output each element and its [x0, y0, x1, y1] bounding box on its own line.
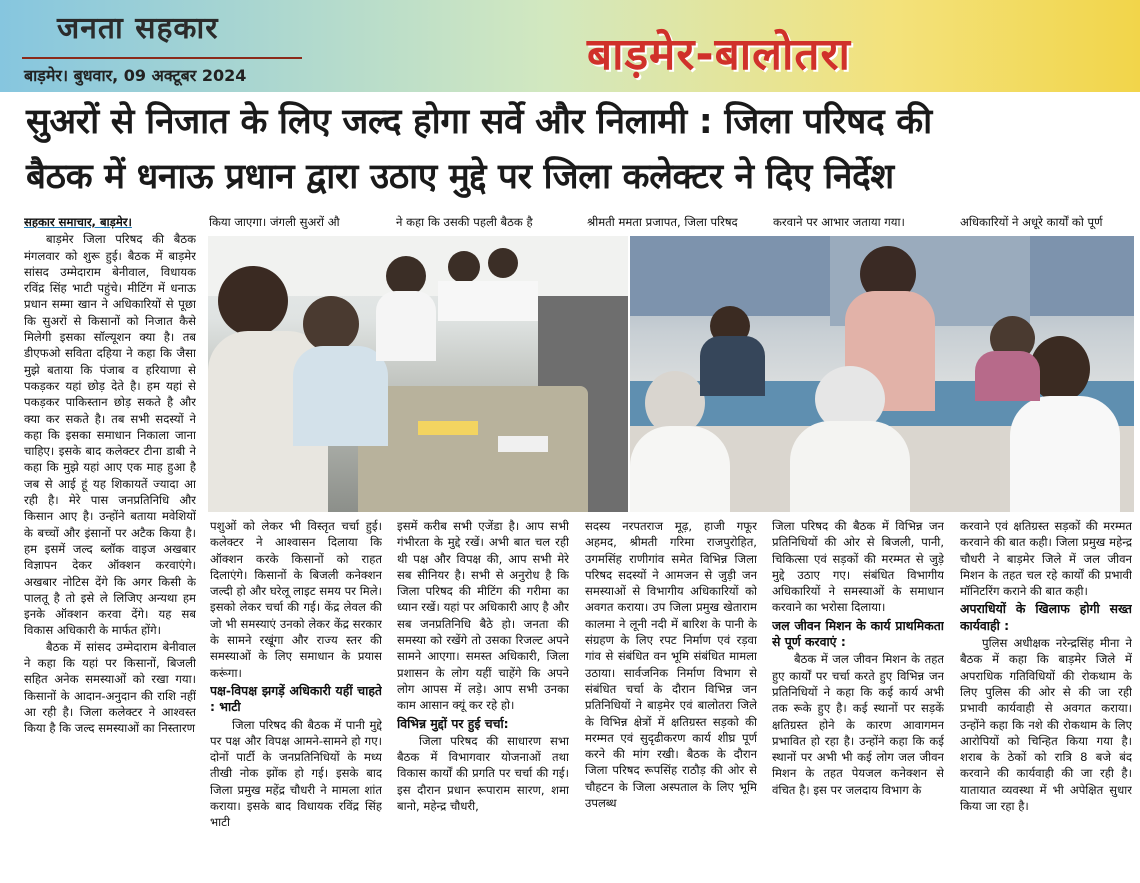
- column-2-subhead: पक्ष-विपक्ष झगड़ें अधिकारी यहीं चाहते : भाटी: [210, 682, 382, 715]
- meeting-photo-right: [630, 236, 1134, 512]
- byline: सहकार समाचार, बाड़मेर।: [24, 215, 132, 229]
- column-1: [24, 214, 196, 883]
- column-4-top: श्रीमती ममता प्रजापत, जिला परिषद: [587, 215, 738, 229]
- newspaper-brand: जनता सहकार: [57, 11, 219, 46]
- column-4-para-1: सदस्य नरपतराज मूढ़, हाजी गफूर अहमद, श्रीमती गरिमा राजपुरोहित, उगमसिंह राणीगांव समेत विभिन्न जिला परिषद सदस्यों ने आमजन से जुड़ी जन समस्याओं से विभागीय अधिकारियों को अवगत कराया। उप जिला प्रमुख खेताराम कालमा ने लूनी नदी में बारिश के पानी के संग्रहण के लिए रपट निर्माण एवं रड़वा गांव से संबंधित वन भूमि संबंधित मामला उठाया। सार्वजनिक निर्माण विभाग से संबंधित चर्चा के दौरान विभिन्न जन प्रतिनिधियों ने बाड़मेर एवं बालोतरा जिले के विभिन्न क्षेत्रों में क्षतिग्रस्त सड़को की मरम्मत एवं सुदृढीकरण कार्य शीघ्र पूर्ण करने की मांग रखी। बैठक के दौरान जिला परिषद रूपसिंह राठौड़ की ओर से चौहटन के जिला अस्पताल के लिए भूमि उपलब्ध: [585, 519, 757, 811]
- column-5-para-2: बैठक में जल जीवन मिशन के तहत हुए कार्यों पर चर्चा करते हुए विभिन्न जन प्रतिनिधियों ने कहा कि कई कार्य अभी तक रूके हुए है। कई स्थानों पर सड़कें क्षतिग्रस्त होने के कारण आवागमन प्रभावित हो रहा है। उन्होंने कहा कि कई स्थानों पर अभी भी कई लोग जल जीवन मिशन के तहत पेयजल कनेक्शन से वंचित है। इस पर जलदाय विभाग के: [772, 652, 944, 797]
- column-6-para-2: पुलिस अधीक्षक नरेन्द्रसिंह मीना ने बैठक में कहा कि बाड़मेर जिले में अपराधिक गतिविधियों की रोकथाम के लिए पुलिस की ओर से की जा रही प्रभावी कार्यवाही से अवगत कराया। उन्होंने कहा कि नशे की रोकथाम के लिए आरोपियों को चिन्हित किया गया है। शराब के ठेकों को रात्रि 8 बजे बंद करवाने की कार्यवाही की जा रही है। यातायात व्यवस्था में भी अपेक्षित सुधार किया जा रहा है।: [960, 636, 1132, 814]
- column-5-subhead: जल जीवन मिशन के कार्य प्राथमिकता से पूर्ण करवाएं :: [772, 617, 944, 650]
- dateline: बाड़मेर। बुधवार, 09 अक्टूबर 2024: [24, 66, 247, 85]
- column-1-para-1: बाड़मेर जिला परिषद की बैठक मंगलवार को शुरू हुई। बैठक में बाड़मेर सांसद उम्मेदाराम बेनीवाल, विधायक रविंद्र सिंह भाटी पहुंचे। मीटिंग में धनाऊ प्रधान सम्मा खान ने अधिकारियों से पूछा कि सुअरों से किसानों को निजात कैसे मिलेगी इसका सॉल्यूशन क्या है। तब डीएफओ सविता दहिया ने कहा कि जैसा मुझे बताया कि पंजाब व हरियाणा से पकड़कर यहां छोड़ देते है। हम यहां से पकड़कर पाकिस्तान छोड़ सकते है और क्या कर सकते है। तब सभी सदस्यों ने कहा कि इसका समाधान निकाला जाना चाहिए। इसके बाद कलेक्टर टीना डाबी ने कहा कि मुझे यहां आए एक माह हुआ है जब से आई हूं यह शिकायतें ज्यादा आ रही है। मेरे पास जनप्रतिनिधि और किसान आए है। उन्होंने बताया मवेशियों के बच्चों और इंसानों पर अटैक किया है। हम इसमें जल्द ब्लॉक वाइज अखबार विज्ञापन देकर ऑक्शन करवाएंगे। अखबार नोटिस देंगे कि अगर किसी के पालतू है तो इसे ले लिजिए अन्यथा हम इनके ऑक्शन करवा देंगे। यह सब विकास अधिकारी के मार्फत होंगे।: [24, 232, 196, 638]
- column-4: [585, 518, 757, 883]
- edition-title: बाड़मेर-बालोतरा: [587, 29, 851, 80]
- column-6-para-1: करवाने एवं क्षतिग्रस्त सड़कों की मरम्मत करवाने की बात कही। जिला प्रमुख महेन्द्र चौधरी ने बाड़मेर जिले में जल जीवन मिशन के तहत चल रहे कार्यों की प्रभावी मॉनिटरिंग कराने की बात कही।: [960, 519, 1132, 599]
- column-5-top: करवाने पर आभार जताया गया।: [773, 215, 905, 229]
- column-2-top: किया जाएगा। जंगली सुअरों औ: [209, 215, 340, 229]
- column-6-top: अधिकारियों ने अधूरे कार्यों को पूर्ण: [960, 215, 1103, 229]
- brand-underline: [22, 57, 302, 59]
- column-3: [397, 518, 569, 883]
- column-1-para-2: बैठक में सांसद उम्मेदाराम बेनीवाल ने कहा कि यहां पर किसानों, बिजली सहित अनेक समस्याओं को रखा गया। किसानों के आदान-अनुदान की राशि नहीं आ रही है। जिला कलेक्टर ने आश्वस्त किया है कि जल्द समस्याओं का निस्तारण: [24, 639, 196, 736]
- column-3-subhead: विभिन्न मुद्दों पर हुई चर्चा:: [397, 715, 509, 731]
- headline: [26, 95, 1126, 205]
- column-2: [210, 518, 382, 883]
- meeting-photo-left: [208, 236, 628, 512]
- column-5: [772, 518, 944, 883]
- column-3-para-1: इसमें करीब सभी एजेंडा है। आप सभी गंभीरता के मुद्दे रखें। अभी बात चल रही थी पक्ष और विपक्ष की, आप सभी मेरे सब सीनियर है। सभी से अनुरोध है कि जिला परिषद की मीटिंग की गरीमा का ध्यान रखें। यहां पर अधिकारी आए है और सब जनप्रतिनिधि बैठे हो। जनता की समस्या को रखेंगे तो उसका रिजल्ट अपने सामने आएगा। समस्त अधिकारी, जिला प्रशासन के लोग यहीं चाहेंगे कि अपने लोग आपस में लड़े। आप सभी उनका काम आसान क्यूं कर रहे हो।: [397, 519, 569, 713]
- column-5-para-1: जिला परिषद की बैठक में विभिन्न जन प्रतिनिधियों की ओर से बिजली, पानी, चिकित्सा एवं सड़कों की मरम्मत से जुड़े मुद्दे उठाए गए। संबंधित विभागीय अधिकारियों ने समस्याओं के समाधान करवाने का भरोसा दिलाया।: [772, 519, 944, 615]
- column-2-para-1: पशुओं को लेकर भी विस्तृत चर्चा हुई। कलेक्टर ने आश्वासन दिलाया कि ऑक्शन करके किसानों को राहत दिलाएंगे। किसानों के बिजली कनेक्शन जल्दी हो और घरेलू लाइट समय पर मिले। इसको लेकर चर्चा की गई। केंद्र लेवल की जो भी समस्याएं उनको लेकर केंद्र सरकार के सामने रखूंगा और राज्य स्तर की समस्याओं के लिए समाधान के प्रयास करूंगा।: [210, 519, 382, 680]
- column-2-para-2: जिला परिषद की बैठक में पानी मुद्दे पर पक्ष और विपक्ष आमने-सामने हो गए। दोनों पार्टी के जनप्रतिनिधियों के मध्य तीखी नोक झोंक हो गई। इसके बाद जिला प्रमुख महेंद्र चौधरी ने मामला शांत कराया। इसके बाद विधायक रविंद्र सिंह भाटी: [210, 717, 382, 830]
- column-6-subhead: अपराधियों के खिलाफ होगी सख्त कार्यवाही :: [960, 601, 1132, 633]
- masthead: [0, 0, 1140, 92]
- column-3-para-2: जिला परिषद की साधारण सभा बैठक में विभागवार योजनाओं तथा विकास कार्यों की प्रगति पर चर्चा की गई। इस दौरान प्रधान रूपाराम सारण, शमा बानो, महेन्द्र चौधरी,: [397, 733, 569, 814]
- headline-line-2: बैठक में धनाऊ प्रधान द्वारा उठाए मुद्दे पर जिला कलेक्टर ने दिए निर्देश: [26, 157, 894, 197]
- headline-line-1: सुअरों से निजात के लिए जल्द होगा सर्वे और निलामी : जिला परिषद की: [26, 102, 932, 142]
- column-3-top: ने कहा कि उसकी पहली बैठक है: [396, 215, 533, 229]
- column-6: [960, 518, 1132, 883]
